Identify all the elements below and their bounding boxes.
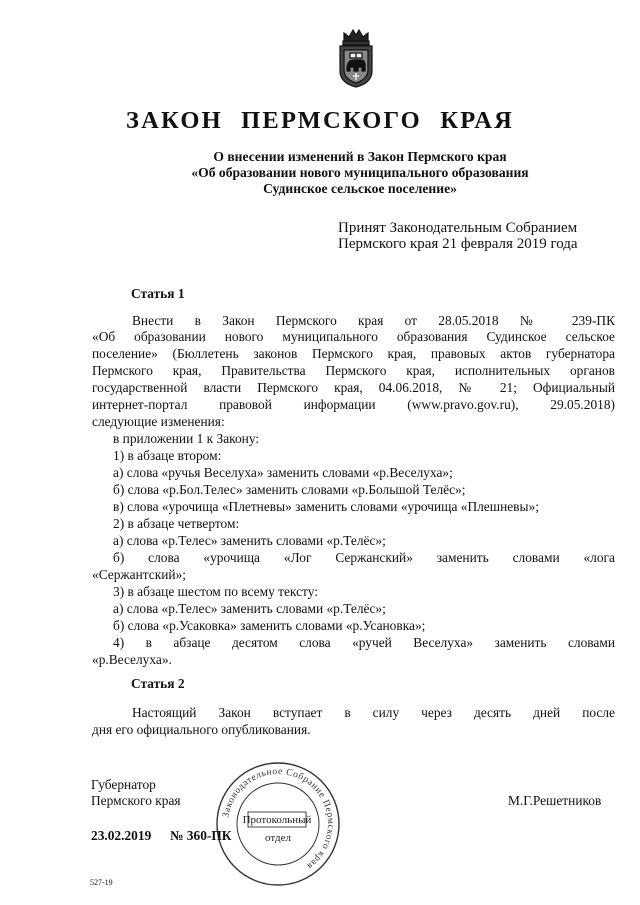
article-heading: Статья 2 xyxy=(131,676,185,691)
list-item: в) слова «урочища «Плетневы» заменить словами «урочища «Плешневы»; xyxy=(113,499,539,514)
paragraph-line: следующие изменения: xyxy=(92,414,225,429)
list-item: «р.Веселуха». xyxy=(92,652,172,667)
paragraph-line: интернет-портал правовой информации (www.pravo.gov.ru), 29.05.2018) xyxy=(92,397,615,412)
signer-position: Губернатор xyxy=(91,777,156,792)
paragraph-line: Внести в Закон Пермского края от 28.05.2018 № 239-ПК xyxy=(132,313,615,328)
subtitle-line: Судинское сельское поселение» xyxy=(263,181,457,196)
adopted-line: Принят Законодательным Собранием xyxy=(338,220,578,236)
list-item: а) слова «р.Телес» заменить словами «р.Телёс»; xyxy=(113,533,386,548)
seal-stamp-line: Протокольный xyxy=(242,814,312,826)
coat-of-arms-icon xyxy=(334,27,378,89)
seal-ring-text: Законодательное Собрание Пермского края xyxy=(221,766,336,871)
list-item: 4) в абзаце десятом слова «ручей Веселуха» заменить словами xyxy=(113,635,615,650)
signer-position: Пермского края xyxy=(91,793,181,808)
adopted-line: Пермского края 21 февраля 2019 года xyxy=(338,236,578,252)
title-word: КРАЯ xyxy=(440,107,515,134)
paragraph-line: поселение» (Бюллетень законов Пермского края, правовых актов губернатора xyxy=(92,346,615,361)
paragraph-line: дня его официального опубликования. xyxy=(92,722,311,737)
registration-number: № 360-ПК xyxy=(170,828,232,843)
title-word: ПЕРМСКОГО xyxy=(241,107,422,134)
list-item: б) слова «р.Бол.Телес» заменить словами «р.Большой Телёс»; xyxy=(113,482,466,497)
paragraph-line: государственной власти Пермского края, 04.06.2018, № 21; Официальный xyxy=(92,380,615,395)
list-item: б) слова «урочища «Лог Сержанский» заменить словами «лога xyxy=(113,550,615,565)
signer-name: М.Г.Решетников xyxy=(508,793,602,808)
list-item: 2) в абзаце четвертом: xyxy=(113,516,240,531)
paragraph-line: Пермского края, Правительства Пермского края, исполнительных органов xyxy=(92,363,615,378)
list-item: 3) в абзаце шестом по всему тексту: xyxy=(113,584,318,599)
list-item: «Сержантский»; xyxy=(92,567,187,582)
paragraph-line: Настоящий Закон вступает в силу через десять дней после xyxy=(132,705,615,720)
list-item: 1) в абзаце втором: xyxy=(113,448,222,463)
list-item: б) слова «р.Усаковка» заменить словами «р.Усановка»; xyxy=(113,618,426,633)
list-item: а) слова «ручья Веселуха» заменить словами «р.Веселуха»; xyxy=(113,465,453,480)
document-title xyxy=(0,104,640,138)
seal-stamp-icon xyxy=(214,760,342,888)
subtitle-line: О внесении изменений в Закон Пермского края xyxy=(213,149,507,164)
article-heading: Статья 1 xyxy=(131,286,185,301)
subtitle-line: «Об образовании нового муниципального образования xyxy=(191,165,529,180)
list-item: а) слова «р.Телес» заменить словами «р.Телёс»; xyxy=(113,601,386,616)
title-word: ЗАКОН xyxy=(125,107,223,134)
paragraph-line: «Об образовании нового муниципального образования Судинское сельское xyxy=(92,329,615,344)
list-item: в приложении 1 к Закону: xyxy=(113,431,260,446)
reference-number: 527-19 xyxy=(90,878,113,887)
registration-date: 23.02.2019 xyxy=(91,828,152,843)
seal-stamp-line: отдел xyxy=(265,832,291,844)
